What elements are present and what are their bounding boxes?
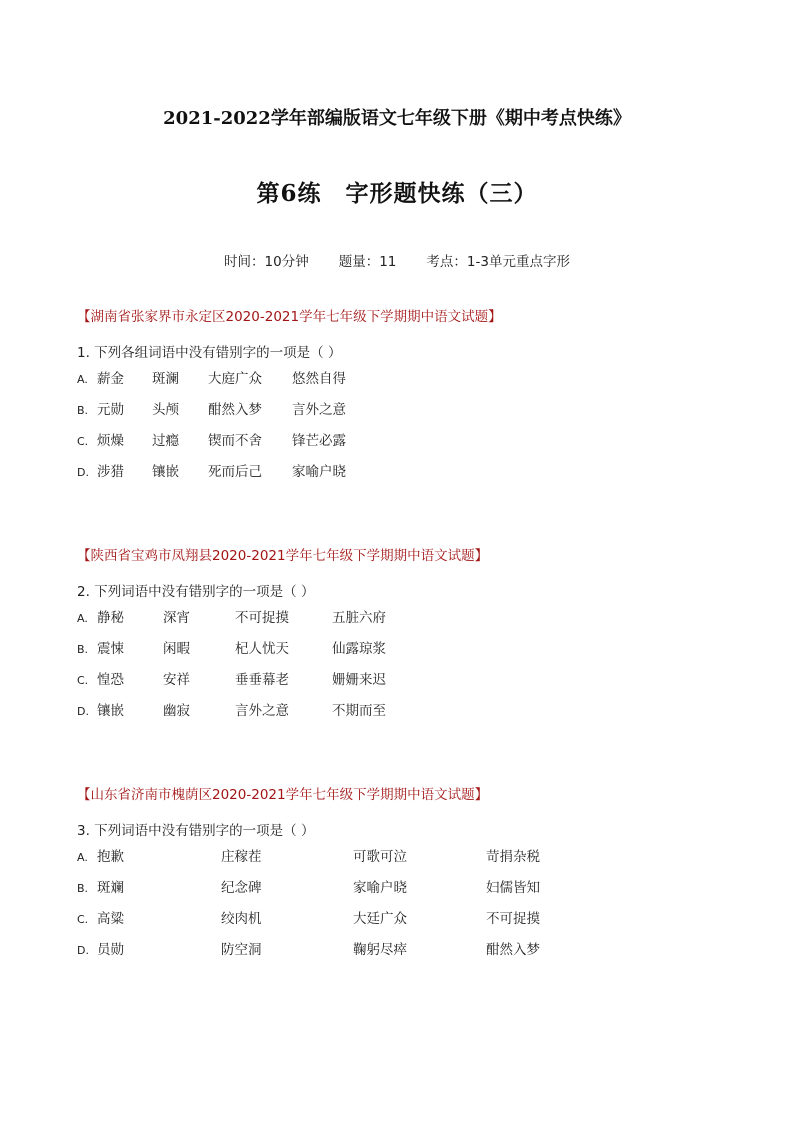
option-word: 斑斓	[97, 880, 124, 896]
option-c	[77, 665, 737, 696]
time-limit: 时间：10分钟	[224, 254, 309, 270]
option-b	[77, 634, 737, 665]
option-word: 不可捉摸	[486, 911, 540, 927]
option-word: 烦燥	[97, 433, 124, 449]
option-word: 镶嵌	[97, 703, 124, 719]
option-word: 斑澜	[152, 371, 179, 387]
option-word: 庄稼茬	[221, 849, 262, 865]
option-b	[77, 873, 737, 904]
question-stem: 2. 下列词语中没有错别字的一项是（ ）	[77, 584, 315, 600]
question-source: 【湖南省张家界市永定区2020-2021学年七年级下学期期中语文试题】	[77, 309, 502, 325]
option-word: 悠然自得	[292, 371, 346, 387]
option-word: 闲暇	[163, 641, 190, 657]
option-word: 酣然入梦	[486, 942, 540, 958]
option-word: 镶嵌	[152, 464, 179, 480]
option-word: 言外之意	[235, 703, 289, 719]
option-word: 五脏六府	[332, 610, 386, 626]
question-section-3	[77, 784, 737, 966]
question-source: 【山东省济南市槐荫区2020-2021学年七年级下学期期中语文试题】	[77, 787, 489, 803]
option-word: 震悚	[97, 641, 124, 657]
option-word: 鞠躬尽瘁	[353, 942, 407, 958]
option-word: 大庭广众	[208, 371, 262, 387]
option-word: 垂垂幕老	[235, 672, 289, 688]
option-letter: B.	[77, 882, 89, 895]
option-word: 家喻户晓	[353, 880, 407, 896]
option-word: 家喻户晓	[292, 464, 346, 480]
option-word: 姗姗来迟	[332, 672, 386, 688]
option-word: 幽寂	[163, 703, 190, 719]
option-letter: D.	[77, 705, 89, 718]
option-word: 言外之意	[292, 402, 346, 418]
question-count: 题量：11	[338, 254, 397, 270]
question-source: 【陕西省宝鸡市凤翔县2020-2021学年七年级下学期期中语文试题】	[77, 548, 489, 564]
option-a	[77, 842, 737, 873]
option-word: 死而后己	[208, 464, 262, 480]
option-letter: A.	[77, 851, 88, 864]
option-word: 高粱	[97, 911, 124, 927]
option-d	[77, 696, 737, 727]
option-word: 妇儒皆知	[486, 880, 540, 896]
question-section-1	[77, 306, 737, 488]
option-word: 不期而至	[332, 703, 386, 719]
option-word: 惶恐	[97, 672, 124, 688]
question-stem: 1. 下列各组词语中没有错别字的一项是（ ）	[77, 345, 342, 361]
question-section-2	[77, 545, 737, 727]
option-d	[77, 935, 737, 966]
option-word: 静秘	[97, 610, 124, 626]
option-letter: C.	[77, 674, 89, 687]
lesson-title	[0, 175, 794, 208]
exercise-meta	[0, 250, 794, 270]
option-letter: D.	[77, 466, 89, 479]
question-stem: 3. 下列词语中没有错别字的一项是（ ）	[77, 823, 315, 839]
option-a	[77, 364, 737, 395]
option-word: 深宵	[163, 610, 190, 626]
option-word: 涉猎	[97, 464, 124, 480]
option-c	[77, 426, 737, 457]
lesson-name: 字形题快练（三）	[345, 180, 538, 207]
option-word: 杞人忧天	[235, 641, 289, 657]
option-word: 员勋	[97, 942, 124, 958]
lesson-number: 第6练	[256, 180, 322, 207]
option-word: 锲而不舍	[208, 433, 262, 449]
option-word: 薪金	[97, 371, 124, 387]
option-word: 过瘾	[152, 433, 179, 449]
option-letter: D.	[77, 944, 89, 957]
series-title: 2021-2022学年部编版语文七年级下册《期中考点快练》	[163, 108, 631, 129]
option-letter: C.	[77, 435, 89, 448]
option-letter: B.	[77, 404, 89, 417]
option-c	[77, 904, 737, 935]
option-word: 纪念碑	[221, 880, 262, 896]
option-a	[77, 603, 737, 634]
option-word: 安祥	[163, 672, 190, 688]
option-letter: B.	[77, 643, 89, 656]
option-word: 仙露琼浆	[332, 641, 386, 657]
option-word: 头颅	[152, 402, 179, 418]
option-word: 可歌可泣	[353, 849, 407, 865]
option-word: 大廷广众	[353, 911, 407, 927]
option-word: 防空洞	[221, 942, 262, 958]
option-word: 锋芒必露	[292, 433, 346, 449]
option-d	[77, 457, 737, 488]
option-word: 苛捐杂税	[486, 849, 540, 865]
option-b	[77, 395, 737, 426]
option-letter: A.	[77, 373, 88, 386]
option-word: 绞肉机	[221, 911, 262, 927]
option-word: 酣然入梦	[208, 402, 262, 418]
option-word: 不可捉摸	[235, 610, 289, 626]
exam-focus: 考点：1-3单元重点字形	[426, 254, 570, 270]
option-letter: C.	[77, 913, 89, 926]
option-word: 元勋	[97, 402, 124, 418]
option-letter: A.	[77, 612, 88, 625]
option-word: 抱歉	[97, 849, 124, 865]
